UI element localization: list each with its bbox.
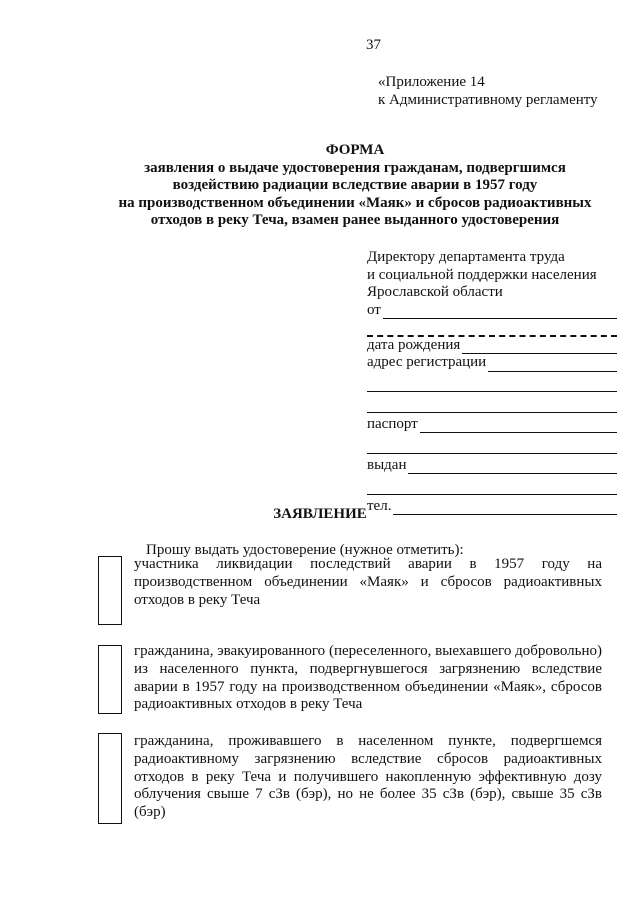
address-blank-line-2[interactable] — [367, 379, 617, 392]
issued-blank-line-2[interactable] — [367, 482, 617, 495]
form-title — [90, 142, 620, 230]
page-number: 37 — [366, 37, 381, 53]
issued-field-continued[interactable] — [367, 477, 617, 495]
phone-label: тел. — [367, 497, 392, 514]
address-field[interactable] — [367, 354, 617, 372]
passport-label: паспорт — [367, 415, 418, 432]
form-title-line-4: отходов в реку Теча, взамен ранее выданного удостоверения — [150, 212, 560, 228]
passport-field-continued[interactable] — [367, 436, 617, 454]
passport-field[interactable] — [367, 416, 617, 434]
address-field-continued-2[interactable] — [367, 395, 617, 413]
option-3-text: гражданина, проживавшего в населенном пункте, подвергшемся радиоактивному загрязнению вследствие сбросов радиоактивных отходов в реку Теча и получившего накопленную эффективную дозу облучения свыше 7 сЗв (бэр), но не более 35 сЗв (бэр), свыше 35 сЗв (бэр) — [134, 733, 602, 821]
dob-blank-line[interactable] — [462, 340, 617, 354]
addressee-line-3: Ярославской области — [367, 284, 503, 300]
option-2-text: гражданина, эвакуированного (переселенного, выехавшего добровольно) из населенного пункта, подвергнувшегося загрязнению вследствие аварии в 1957 году на производственном объединении «Маяк», сбросов радиоактивных отходов в реку Теча — [134, 643, 602, 713]
form-title-line-2: воздействию радиации вследствие аварии в 1957 году — [172, 177, 538, 193]
form-title-line-3: на производственном объединении «Маяк» и сбросов радиоактивных — [118, 194, 592, 211]
option-2-checkbox[interactable] — [98, 645, 122, 714]
issued-field[interactable] — [367, 457, 617, 475]
from-field[interactable] — [367, 302, 617, 320]
appendix-note — [378, 73, 598, 109]
address-blank-line[interactable] — [488, 358, 617, 372]
dob-field[interactable] — [367, 337, 617, 355]
addressee-block — [367, 249, 617, 515]
appendix-line-1: «Приложение 14 — [378, 74, 485, 90]
address-label: адрес регистрации — [367, 354, 487, 370]
addressee-line-2: и социальной поддержки населения — [367, 266, 597, 283]
option-1-text: участника ликвидации последствий аварии в 1957 году на производственном объединении «Маяк» и сбросов радиоактивных отходов в реку Теча — [134, 556, 602, 608]
from-label: от — [367, 301, 381, 318]
dob-label: дата рождения — [367, 336, 461, 353]
statement-heading: ЗАЯВЛЕНИЕ — [273, 506, 367, 522]
from-blank-line-2[interactable] — [367, 323, 617, 337]
option-1-checkbox[interactable] — [98, 556, 122, 625]
passport-blank-line[interactable] — [420, 419, 617, 433]
issued-blank-line[interactable] — [408, 460, 617, 474]
address-blank-line-3[interactable] — [367, 400, 617, 413]
form-title-label: ФОРМА — [325, 142, 385, 158]
option-3-checkbox[interactable] — [98, 733, 122, 824]
addressee-line-1: Директору департамента труда — [367, 249, 565, 265]
address-field-continued[interactable] — [367, 375, 617, 393]
issued-label: выдан — [367, 456, 407, 473]
from-blank-line[interactable] — [383, 305, 617, 319]
passport-blank-line-2[interactable] — [367, 441, 617, 454]
form-title-line-1: заявления о выдаче удостоверения гражданам, подвергшимся — [144, 159, 566, 176]
appendix-line-2: к Административному регламенту — [378, 92, 598, 108]
statement-intro: Прошу выдать удостоверение (нужное отметить): — [146, 542, 464, 558]
from-field-continued[interactable] — [367, 319, 617, 337]
